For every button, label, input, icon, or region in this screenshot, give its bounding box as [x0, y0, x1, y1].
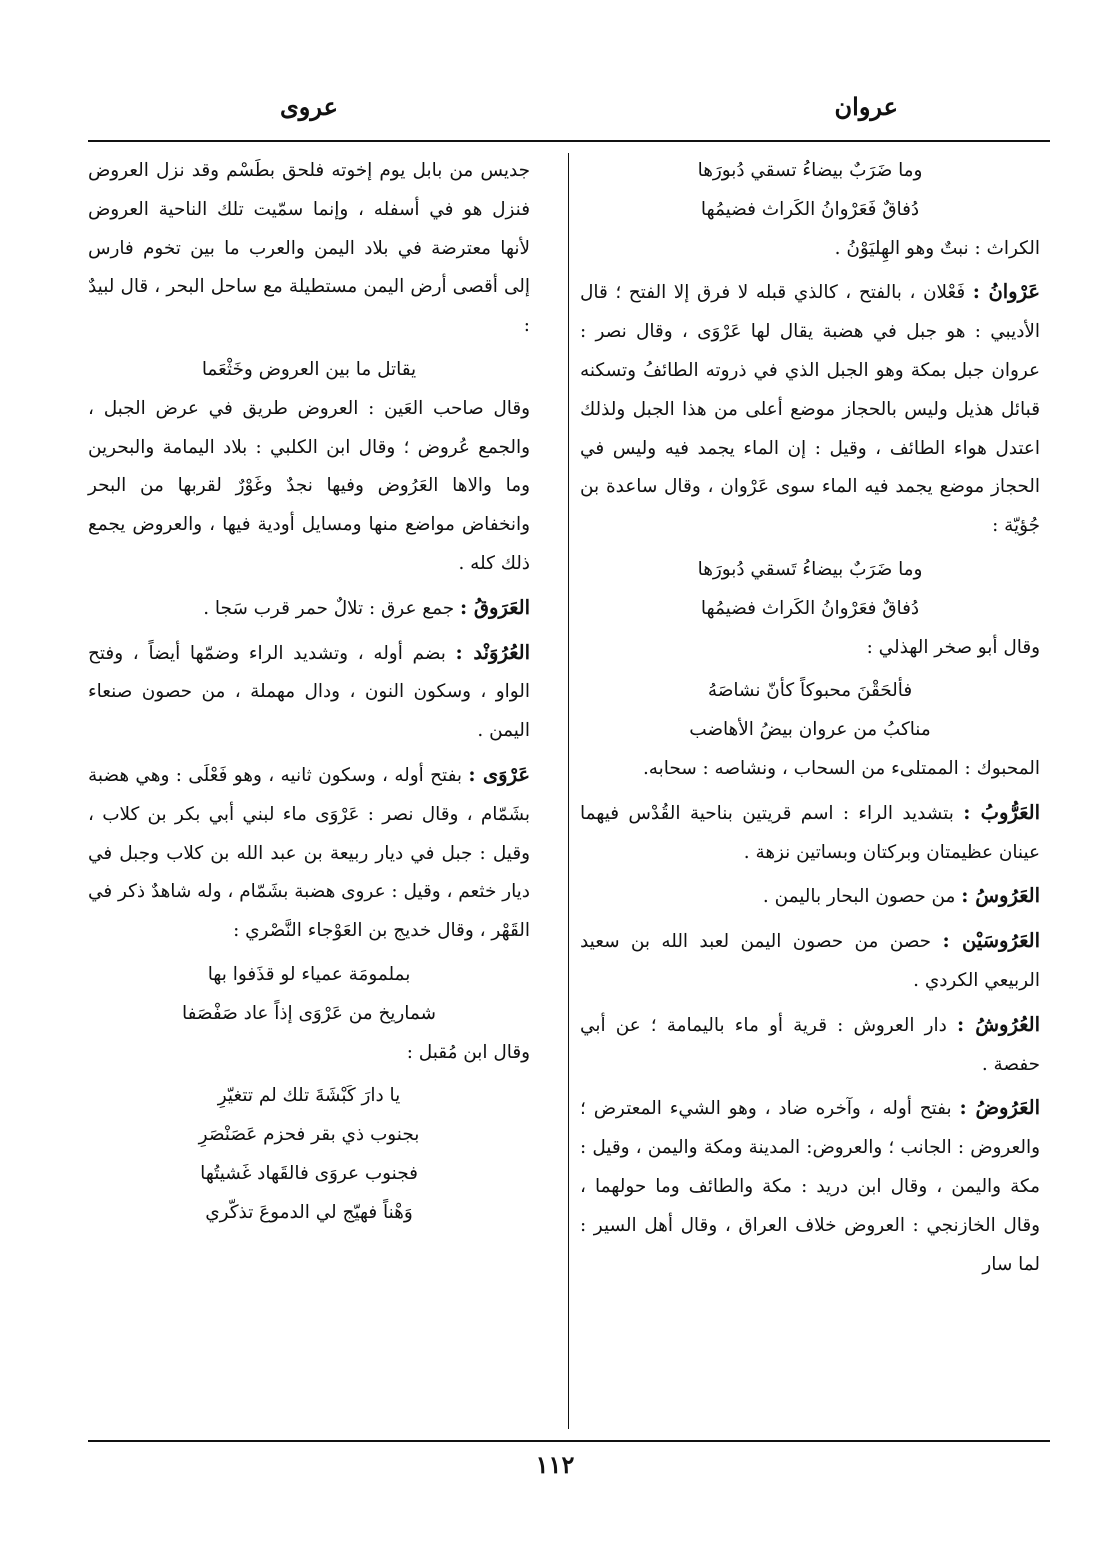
verse-line: وما ضَرَبٌ بيضاءُ تَسقي دُبورَها: [697, 558, 923, 580]
entry-text: جمع عرق : تلالٌ حمر قرب سَجا .: [203, 597, 455, 619]
entry-headword: العُرُوَنْد :: [455, 640, 531, 664]
verse-line: وَهْناً فهيّج لي الدموعَ تذكّري: [205, 1201, 413, 1223]
entry-text: فَعْلان ، بالفتح ، كالذي قبله لا فرق إلا الفتح ؛ قال الأديبي : هو جبل في هضبة يقال لها عَرْوَى ، وقال نصر : عروان جبل بمكة وهو الجبل الذي في ذروته الطائفُ وتسكنه قبائل هذيل وليس بالحجاز موضع أعلى من هذا الجبل ولذلك اعتدل هواء الطائف ، وقيل : إن الماء يجمد فيه وليس في الحجاز موضع يجمد فيه الماء سوى عَرْوان ، وقال ساعدة بن جُؤيّة :: [580, 282, 1040, 537]
entry-text: دار العروش : قرية أو ماء باليمامة ؛ عن أبي حفصة .: [580, 1014, 1040, 1075]
paragraph: المحبوك : الممتلىء من السحاب ، ونشاصه : سحابه.: [642, 757, 1040, 779]
right-column: [580, 152, 1040, 1289]
verse-line: بملمومَة عمياء لو قذَفوا بها: [207, 963, 411, 985]
entry-headword: العُرُوشُ :: [956, 1012, 1040, 1036]
verse-line: فألحَقْنَ محبوكاً كأنّ نشاصَهُ: [707, 680, 913, 702]
running-head-right: عروان: [834, 92, 898, 121]
entry-text: حصن من حصون اليمن لعبد الله بن سعيد الربيعي الكردي .: [580, 931, 1040, 991]
entry-text: بتشديد الراء : اسم قريتين بناحية القُدْس فيهما عينان عظيمتان وبركتان وبساتين نزهة .: [580, 802, 1040, 863]
entry-text: من حصون البحار باليمن .: [762, 886, 956, 908]
paragraph: الكراث : نبتٌ وهو الهِليَوْنُ .: [834, 237, 1040, 259]
paragraph: جديس من بابل يوم إخوته فلحق بطَسْم وقد نزل العروض فنزل هو في أسفله ، وإنما سمّيت تلك الناحية العروض لأنها معترضة في بلاد اليمن والعرب ما بين تخوم فارس إلى أقصى أرض اليمن مستطيلة مع ساحل البحر ، قال لبيدٌ :: [88, 160, 530, 337]
entry-text: بضم أوله ، وتشديد الراء وضمّها أيضاً ، وفتح الواو ، وسكون النون ، ودال مهملة ، من حصون صنعاء اليمن .: [88, 642, 530, 742]
verse-line: وما ضَرَبٌ بيضاءُ تسقي دُبورَها: [697, 160, 923, 181]
footer-rule: [88, 1440, 1050, 1442]
column-divider: [568, 153, 569, 1429]
entry-text: بفتح أوله ، وآخره ضاد ، وهو الشيء المعترض ؛ والعروض : الجانب ؛ والعروض: المدينة ومكة واليمن ، وقيل : مكة واليمن ، وقال ابن دريد : مكة والطائف وما حولهما ، وقال الخازنجي : العروض خلاف العراق ، وقال أهل السير : لما سار: [580, 1098, 1040, 1275]
header-rule: [88, 140, 1050, 142]
paragraph: وقال أبو صخر الهذلي :: [866, 636, 1040, 658]
entry-headword: عَرْوانُ :: [972, 280, 1040, 304]
verse-line: دُفاقٌ فعَرْوانُ الكَراث فضيمُها: [700, 597, 920, 619]
verse-line: يقاتل ما بين العروض وخَثْعَما: [201, 358, 417, 380]
entry-urwand: [88, 634, 530, 751]
verse-line: شماريخ من عَرْوَى إذاً عاد صَفْصَفا: [182, 1002, 436, 1024]
entry-headword: عَرْوَى :: [468, 762, 530, 786]
entry-headword: العَرُوسَيْن :: [942, 929, 1040, 953]
entry-aruq: [88, 589, 530, 629]
entry-arwan: [580, 273, 1040, 546]
entry-headword: العَرُّوبُ :: [963, 800, 1040, 824]
entry-text: بفتح أوله ، وسكون ثانيه ، وهو فَعْلَى : وهي هضبة بشَمّام ، وقال نصر : عَرْوَى ماء لبني أبي بكر بن كلاب ، وقيل : جبل في ديار ربيعة بن عبد الله بن كلاب وجبل في ديار خثعم ، وقيل : عروى هضبة بشَمّام ، وله شاهدٌ ذكر في القَهْر ، وقال خديج بن العَوْجاء النَّصْري :: [88, 764, 530, 942]
entry-headword: العَرَوقُ :: [459, 595, 530, 619]
entry-arud: [580, 1089, 1040, 1284]
left-column: [88, 152, 530, 1233]
running-head-left: عروى: [280, 92, 338, 121]
paragraph: وقال ابن مُقبل :: [406, 1041, 530, 1063]
entry-arrub: [580, 794, 1040, 873]
page-number: ١١٢: [535, 1450, 575, 1479]
entry-arus: [580, 877, 1040, 917]
page-header: [0, 92, 1110, 132]
verse-line: دُفاقٌ فَعَرْوانُ الكَراث فضيمُها: [700, 198, 920, 220]
verse-line: فجنوب عروَى فالقَهاد غَشيتُها: [200, 1162, 418, 1184]
entry-arusayn: [580, 922, 1040, 1001]
paragraph: وقال صاحب العَين : العروض طريق في عرض الجبل ، والجمع عُروض ؛ وقال ابن الكلبي : بلاد اليمامة والبحرين وما والاها العَرُوض وفيها نجدٌ وغَوْرٌ لقربها من البحر وانخفاض مواضع منها ومسايل أودية فيها ، والعروض يجمع ذلك كله .: [88, 397, 530, 574]
verse-line: يا دارَ كَبْشَةَ تلك لم تتغيّرِ: [217, 1085, 401, 1107]
verse-line: بجنوب ذي بقر فحزم عَصَنْصَرِ: [198, 1124, 420, 1146]
entry-urush: [580, 1006, 1040, 1085]
entry-arwa: [88, 756, 530, 951]
entry-headword: العَرُوسُ :: [961, 884, 1040, 908]
entry-headword: العَرُوضُ :: [959, 1096, 1040, 1120]
verse-line: مناكبُ من عروان بيضُ الأهاضب: [689, 719, 931, 741]
